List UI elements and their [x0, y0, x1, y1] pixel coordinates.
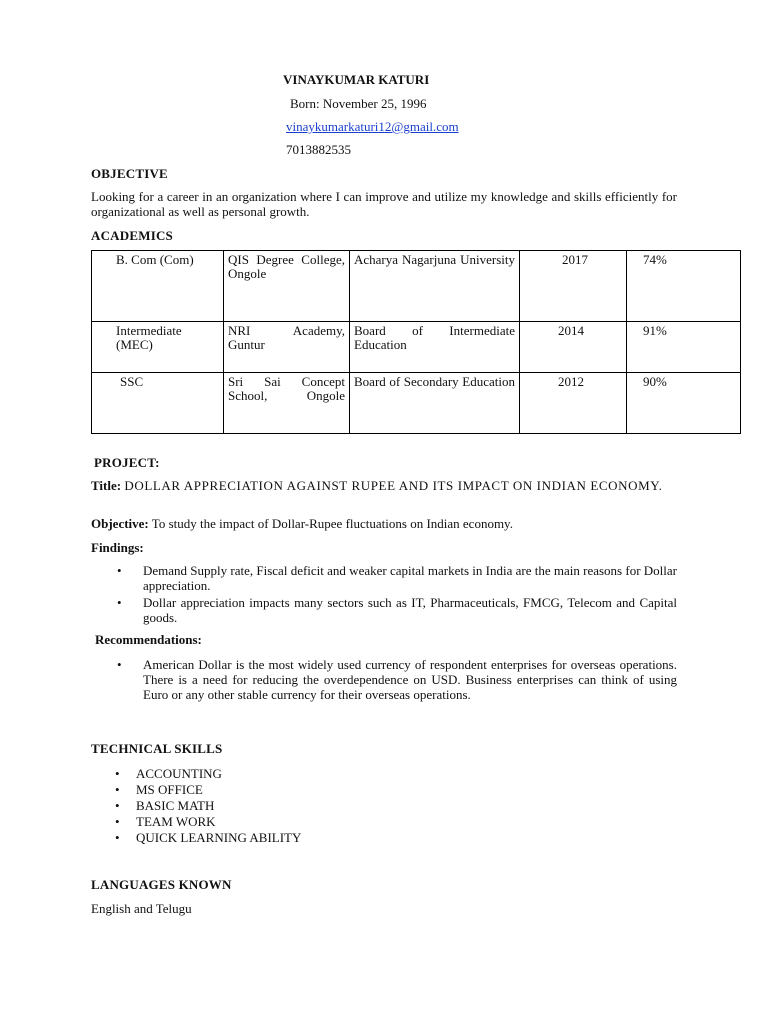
candidate-name: VINAYKUMAR KATURI [283, 72, 430, 87]
list-item: • American Dollar is the most widely used currency of respondent enterprises for overseas operations. There is a need for reducing the overdependence on USD. Business enterprises can think of using Euro or any other stable currency for their overseas operations. [117, 657, 677, 702]
project-objective-label: Objective: [91, 516, 149, 531]
score-cell: 90% [627, 373, 741, 434]
findings-list [117, 563, 677, 625]
board-cell: Acharya Nagarjuna University [350, 251, 520, 322]
technical-skills-heading: TECHNICAL SKILLS [91, 741, 223, 756]
year-cell: 2017 [520, 251, 627, 322]
list-item: • TEAM WORK [115, 814, 515, 830]
objective-heading: OBJECTIVE [91, 166, 168, 181]
year-cell: 2012 [520, 373, 627, 434]
course-cell: SSC [92, 373, 224, 434]
board-cell: Board of Intermediate Education [350, 322, 520, 373]
findings-heading: Findings: [91, 540, 144, 555]
objective-text: Looking for a career in an organization where I can improve and utilize my knowledge and skills efficiently for organizational as well as personal growth. [91, 189, 677, 219]
project-title-label: Title: [91, 478, 122, 493]
list-item: • MS OFFICE [115, 782, 515, 798]
institute-cell: QIS Degree College, Ongole [224, 251, 350, 322]
recommendations-heading: Recommendations: [95, 632, 202, 647]
languages-text: English and Telugu [91, 901, 192, 916]
project-heading: PROJECT: [94, 455, 160, 470]
birth-date: Born: November 25, 1996 [290, 96, 427, 111]
project-title-block [91, 478, 677, 493]
project-objective-text: To study the impact of Dollar-Rupee fluctuations on Indian economy. [151, 516, 513, 531]
course-cell: Intermediate (MEC) [92, 322, 224, 373]
languages-heading: LANGUAGES KNOWN [91, 877, 232, 892]
list-item: • BASIC MATH [115, 798, 515, 814]
institute-cell: Sri Sai Concept School, Ongole [224, 373, 350, 434]
skills-list [115, 766, 515, 846]
phone-number: 7013882535 [286, 142, 351, 157]
project-objective-block [91, 516, 677, 531]
academics-table [91, 250, 741, 434]
academics-heading: ACADEMICS [91, 228, 173, 243]
score-cell: 74% [627, 251, 741, 322]
course-cell: B. Com (Com) [92, 251, 224, 322]
project-title-text: DOLLAR APPRECIATION AGAINST RUPEE AND ITS IMPACT ON INDIAN ECONOMY. [124, 478, 663, 493]
email-link[interactable]: vinaykumarkaturi12@gmail.com [286, 119, 459, 134]
board-cell: Board of Secondary Education [350, 373, 520, 434]
table-row [92, 373, 741, 434]
institute-cell: NRI Academy, Guntur [224, 322, 350, 373]
table-row [92, 322, 741, 373]
list-item: • Demand Supply rate, Fiscal deficit and weaker capital markets in India are the main reasons for Dollar appreciation. [117, 563, 677, 593]
list-item: • Dollar appreciation impacts many sectors such as IT, Pharmaceuticals, FMCG, Telecom and Capital goods. [117, 595, 677, 625]
table-row [92, 251, 741, 322]
score-cell: 91% [627, 322, 741, 373]
list-item: • ACCOUNTING [115, 766, 515, 782]
list-item: • QUICK LEARNING ABILITY [115, 830, 515, 846]
recommendations-list [117, 657, 677, 702]
year-cell: 2014 [520, 322, 627, 373]
